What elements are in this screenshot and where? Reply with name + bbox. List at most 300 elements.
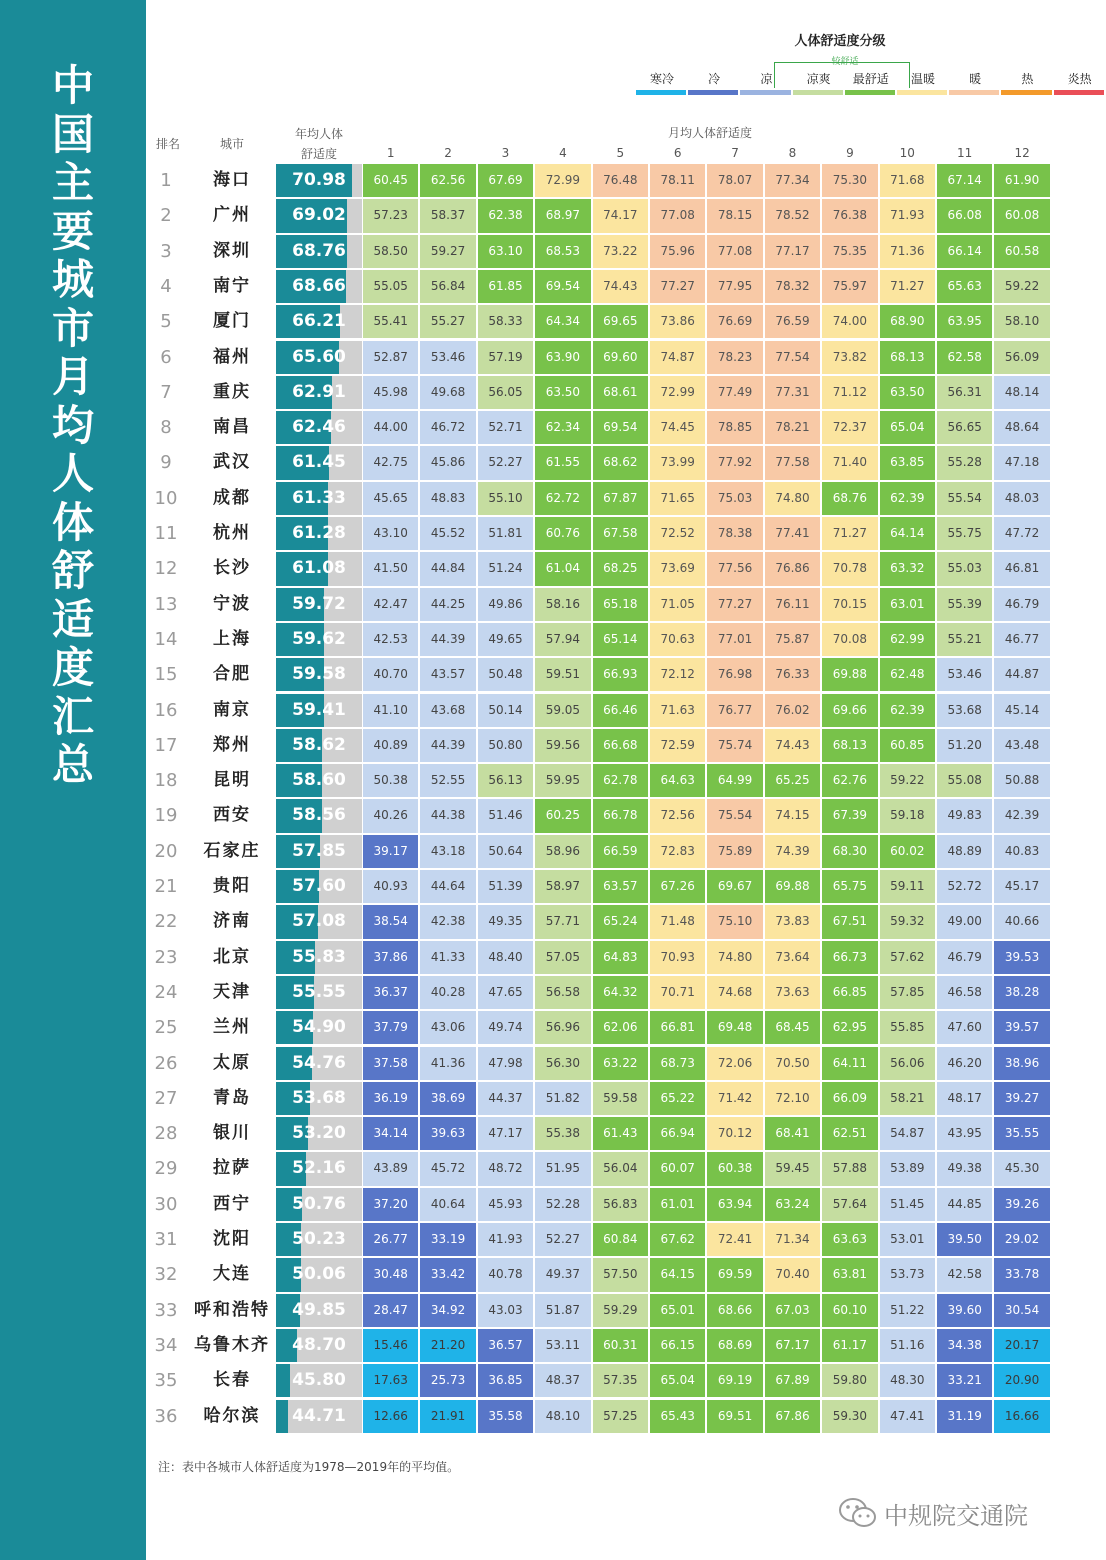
month-cell: 64.32 <box>593 976 648 1009</box>
month-cell: 58.97 <box>535 870 590 903</box>
annual-value: 49.85 <box>292 1299 346 1320</box>
month-header: 4 <box>559 146 567 160</box>
month-cell: 60.25 <box>535 799 590 832</box>
rank-cell: 26 <box>154 1052 178 1074</box>
month-cell: 56.83 <box>593 1188 648 1221</box>
month-cell: 67.51 <box>822 905 877 938</box>
month-cell: 48.40 <box>478 941 533 974</box>
month-cell: 68.73 <box>650 1047 705 1080</box>
month-cell: 38.28 <box>994 976 1049 1009</box>
annual-value: 45.80 <box>292 1370 346 1391</box>
month-cell: 26.77 <box>363 1223 418 1256</box>
month-cell: 66.14 <box>937 235 992 268</box>
month-cell: 64.11 <box>822 1047 877 1080</box>
city-cell: 兰州 <box>213 1017 251 1038</box>
month-cell: 74.80 <box>765 482 820 515</box>
month-cell: 62.58 <box>937 341 992 374</box>
page-title-char: 度 <box>51 643 94 692</box>
month-cell: 77.95 <box>707 270 762 303</box>
month-cell: 42.75 <box>363 446 418 479</box>
month-cell: 67.39 <box>822 799 877 832</box>
rank-cell: 3 <box>160 240 172 262</box>
month-cell: 39.60 <box>937 1294 992 1327</box>
legend-label: 热 <box>1021 72 1034 86</box>
month-cell: 69.88 <box>822 658 877 691</box>
month-cell: 68.69 <box>707 1329 762 1362</box>
month-cell: 37.20 <box>363 1188 418 1221</box>
page-title-char: 舒 <box>51 546 94 595</box>
month-cell: 67.69 <box>478 164 533 197</box>
annual-value: 57.85 <box>292 840 346 861</box>
month-cell: 64.15 <box>650 1258 705 1291</box>
page-title-char: 国 <box>51 109 94 159</box>
city-cell: 青岛 <box>213 1087 251 1108</box>
month-cell: 59.22 <box>880 764 935 797</box>
month-cell: 77.41 <box>765 517 820 550</box>
month-cell: 55.41 <box>363 305 418 338</box>
annual-value: 53.68 <box>292 1087 346 1108</box>
annual-value: 65.60 <box>292 346 346 367</box>
month-cell: 65.04 <box>880 411 935 444</box>
month-cell: 63.81 <box>822 1258 877 1291</box>
month-cell: 66.94 <box>650 1117 705 1150</box>
month-cell: 71.42 <box>707 1082 762 1115</box>
month-cell: 39.17 <box>363 835 418 868</box>
month-cell: 77.01 <box>707 623 762 656</box>
month-cell: 58.37 <box>420 199 475 232</box>
month-cell: 52.87 <box>363 341 418 374</box>
month-cell: 38.96 <box>994 1047 1049 1080</box>
month-cell: 67.26 <box>650 870 705 903</box>
rank-cell: 32 <box>154 1264 178 1286</box>
month-cell: 77.49 <box>707 376 762 409</box>
legend-swatch <box>793 90 843 95</box>
month-cell: 72.56 <box>650 799 705 832</box>
month-cell: 65.04 <box>650 1364 705 1397</box>
month-cell: 65.18 <box>593 588 648 621</box>
month-header: 2 <box>444 146 452 160</box>
month-cell: 42.47 <box>363 588 418 621</box>
rank-cell: 21 <box>154 876 178 897</box>
month-cell: 56.04 <box>593 1152 648 1185</box>
month-cell: 63.85 <box>880 446 935 479</box>
page-title-char: 均 <box>51 400 94 450</box>
month-cell: 62.76 <box>822 764 877 797</box>
month-cell: 60.45 <box>363 164 418 197</box>
month-cell: 44.39 <box>420 623 475 656</box>
month-cell: 59.56 <box>535 729 590 762</box>
rank-cell: 6 <box>160 346 172 368</box>
city-cell: 沈阳 <box>213 1229 251 1249</box>
month-cell: 46.58 <box>937 976 992 1009</box>
month-cell: 66.46 <box>593 694 648 727</box>
month-cell: 68.25 <box>593 552 648 585</box>
month-cell: 57.05 <box>535 941 590 974</box>
annual-value: 69.02 <box>292 205 346 226</box>
month-cell: 16.66 <box>994 1400 1049 1433</box>
month-cell: 69.48 <box>707 1011 762 1044</box>
month-cell: 51.20 <box>937 729 992 762</box>
month-cell: 65.75 <box>822 870 877 903</box>
month-cell: 52.27 <box>478 446 533 479</box>
month-cell: 58.33 <box>478 305 533 338</box>
legend-label: 冷 <box>708 72 721 86</box>
month-cell: 58.50 <box>363 235 418 268</box>
month-cell: 55.03 <box>937 552 992 585</box>
month-cell: 39.27 <box>994 1082 1049 1115</box>
rank-cell: 11 <box>154 523 178 544</box>
month-cell: 68.13 <box>822 729 877 762</box>
month-cell: 61.43 <box>593 1117 648 1150</box>
annual-value: 44.71 <box>292 1405 346 1426</box>
annual-value: 59.72 <box>292 593 346 614</box>
month-cell: 66.81 <box>650 1011 705 1044</box>
month-cell: 50.80 <box>478 729 533 762</box>
month-cell: 46.72 <box>420 411 475 444</box>
month-cell: 51.16 <box>880 1329 935 1362</box>
month-cell: 73.69 <box>650 552 705 585</box>
month-cell: 71.27 <box>880 270 935 303</box>
month-cell: 77.58 <box>765 446 820 479</box>
month-cell: 33.42 <box>420 1258 475 1291</box>
month-cell: 40.93 <box>363 870 418 903</box>
month-cell: 48.10 <box>535 1400 590 1433</box>
month-cell: 74.87 <box>650 341 705 374</box>
city-cell: 武汉 <box>213 452 251 473</box>
month-cell: 67.62 <box>650 1223 705 1256</box>
month-cell: 71.36 <box>880 235 935 268</box>
month-cell: 72.83 <box>650 835 705 868</box>
month-cell: 57.62 <box>880 941 935 974</box>
city-cell: 南昌 <box>213 417 251 438</box>
month-cell: 56.96 <box>535 1011 590 1044</box>
month-cell: 63.01 <box>880 588 935 621</box>
month-cell: 74.39 <box>765 835 820 868</box>
month-cell: 44.37 <box>478 1082 533 1115</box>
month-cell: 55.10 <box>478 482 533 515</box>
month-cell: 43.03 <box>478 1294 533 1327</box>
month-cell: 63.32 <box>880 552 935 585</box>
month-cell: 45.72 <box>420 1152 475 1185</box>
rank-cell: 28 <box>154 1123 178 1145</box>
month-cell: 30.54 <box>994 1294 1049 1327</box>
month-cell: 44.25 <box>420 588 475 621</box>
month-cell: 62.38 <box>478 199 533 232</box>
month-cell: 34.92 <box>420 1294 475 1327</box>
month-header: 3 <box>501 146 510 160</box>
month-cell: 46.79 <box>994 588 1049 621</box>
rank-cell: 20 <box>154 840 178 862</box>
page-title-char: 总 <box>51 740 94 789</box>
page-title-char: 适 <box>51 594 94 644</box>
month-cell: 42.53 <box>363 623 418 656</box>
month-cell: 55.28 <box>937 446 992 479</box>
month-cell: 66.85 <box>822 976 877 1009</box>
header-city: 城市 <box>219 137 244 151</box>
legend-label: 最舒适 <box>852 72 889 86</box>
city-cell: 合肥 <box>213 664 251 685</box>
legend-label: 炎热 <box>1067 72 1092 86</box>
month-cell: 67.14 <box>937 164 992 197</box>
legend-label: 温暖 <box>910 72 935 86</box>
month-cell: 43.06 <box>420 1011 475 1044</box>
month-cell: 59.05 <box>535 694 590 727</box>
month-cell: 49.35 <box>478 905 533 938</box>
month-cell: 68.61 <box>593 376 648 409</box>
month-cell: 72.99 <box>535 164 590 197</box>
month-cell: 78.11 <box>650 164 705 197</box>
rank-cell: 25 <box>154 1017 178 1039</box>
month-cell: 53.11 <box>535 1329 590 1362</box>
month-cell: 55.75 <box>937 517 992 550</box>
month-cell: 44.38 <box>420 799 475 832</box>
month-cell: 48.89 <box>937 835 992 868</box>
month-cell: 64.83 <box>593 941 648 974</box>
month-cell: 69.65 <box>593 305 648 338</box>
annual-value: 50.76 <box>292 1193 346 1214</box>
month-cell: 62.78 <box>593 764 648 797</box>
month-cell: 44.39 <box>420 729 475 762</box>
month-cell: 50.48 <box>478 658 533 691</box>
month-cell: 63.50 <box>880 376 935 409</box>
month-cell: 21.20 <box>420 1329 475 1362</box>
month-cell: 75.87 <box>765 623 820 656</box>
month-cell: 36.85 <box>478 1364 533 1397</box>
month-cell: 75.30 <box>822 164 877 197</box>
month-cell: 34.38 <box>937 1329 992 1362</box>
month-cell: 65.43 <box>650 1400 705 1433</box>
month-cell: 56.84 <box>420 270 475 303</box>
legend-label: 凉 <box>760 72 773 86</box>
rank-cell: 8 <box>160 417 172 439</box>
month-cell: 49.38 <box>937 1152 992 1185</box>
month-cell: 45.93 <box>478 1188 533 1221</box>
month-cell: 44.85 <box>937 1188 992 1221</box>
month-cell: 72.12 <box>650 658 705 691</box>
watermark: 中规院交通院 <box>884 1502 1028 1530</box>
month-cell: 70.71 <box>650 976 705 1009</box>
month-cell: 45.98 <box>363 376 418 409</box>
legend-label: 凉爽 <box>806 72 831 86</box>
month-cell: 73.82 <box>822 341 877 374</box>
rank-cell: 24 <box>154 981 178 1003</box>
month-cell: 40.26 <box>363 799 418 832</box>
month-cell: 45.30 <box>994 1152 1049 1185</box>
month-cell: 62.48 <box>880 658 935 691</box>
month-cell: 59.32 <box>880 905 935 938</box>
month-cell: 63.90 <box>535 341 590 374</box>
month-cell: 77.54 <box>765 341 820 374</box>
rank-cell: 35 <box>154 1370 178 1392</box>
month-cell: 66.93 <box>593 658 648 691</box>
rank-cell: 5 <box>160 311 172 333</box>
annual-value: 54.90 <box>292 1017 346 1038</box>
month-cell: 59.58 <box>593 1082 648 1115</box>
month-cell: 42.58 <box>937 1258 992 1291</box>
month-cell: 61.01 <box>650 1188 705 1221</box>
month-cell: 42.39 <box>994 799 1049 832</box>
city-cell: 昆明 <box>213 770 251 791</box>
month-header: 8 <box>788 146 797 160</box>
month-cell: 56.65 <box>937 411 992 444</box>
month-cell: 67.17 <box>765 1329 820 1362</box>
month-cell: 37.58 <box>363 1047 418 1080</box>
month-cell: 69.51 <box>707 1400 762 1433</box>
month-cell: 40.66 <box>994 905 1049 938</box>
month-header: 6 <box>673 146 682 160</box>
month-cell: 39.63 <box>420 1117 475 1150</box>
month-cell: 43.57 <box>420 658 475 691</box>
page-title-char: 中 <box>51 61 94 110</box>
month-cell: 74.43 <box>593 270 648 303</box>
month-cell: 60.02 <box>880 835 935 868</box>
month-cell: 77.27 <box>650 270 705 303</box>
month-cell: 57.64 <box>822 1188 877 1221</box>
month-cell: 61.17 <box>822 1329 877 1362</box>
month-cell: 30.48 <box>363 1258 418 1291</box>
month-cell: 68.30 <box>822 835 877 868</box>
month-cell: 72.06 <box>707 1047 762 1080</box>
month-cell: 48.72 <box>478 1152 533 1185</box>
month-cell: 48.37 <box>535 1364 590 1397</box>
city-cell: 呼和浩特 <box>194 1299 270 1320</box>
city-cell: 西安 <box>213 805 251 826</box>
city-cell: 广州 <box>213 205 251 226</box>
month-cell: 66.59 <box>593 835 648 868</box>
month-cell: 62.72 <box>535 482 590 515</box>
month-cell: 44.84 <box>420 552 475 585</box>
month-cell: 35.58 <box>478 1400 533 1433</box>
month-cell: 47.98 <box>478 1047 533 1080</box>
rank-cell: 12 <box>154 558 178 580</box>
month-cell: 68.97 <box>535 199 590 232</box>
month-cell: 60.76 <box>535 517 590 550</box>
month-cell: 69.54 <box>593 411 648 444</box>
month-cell: 25.73 <box>420 1364 475 1397</box>
month-cell: 20.90 <box>994 1364 1049 1397</box>
month-cell: 55.85 <box>880 1011 935 1044</box>
month-cell: 63.22 <box>593 1047 648 1080</box>
month-cell: 45.14 <box>994 694 1049 727</box>
month-cell: 77.92 <box>707 446 762 479</box>
legend-swatch <box>688 90 738 95</box>
month-cell: 74.15 <box>765 799 820 832</box>
month-cell: 77.27 <box>707 588 762 621</box>
rank-cell: 31 <box>154 1229 178 1250</box>
month-cell: 40.78 <box>478 1258 533 1291</box>
annual-value: 48.70 <box>292 1334 346 1355</box>
city-cell: 北京 <box>213 946 251 967</box>
month-cell: 56.06 <box>880 1047 935 1080</box>
month-cell: 68.53 <box>535 235 590 268</box>
month-cell: 59.45 <box>765 1152 820 1185</box>
month-cell: 40.83 <box>994 835 1049 868</box>
city-cell: 宁波 <box>213 593 251 614</box>
month-cell: 71.12 <box>822 376 877 409</box>
month-cell: 75.54 <box>707 799 762 832</box>
city-cell: 天津 <box>213 981 251 1002</box>
month-cell: 49.00 <box>937 905 992 938</box>
month-cell: 48.03 <box>994 482 1049 515</box>
month-cell: 60.85 <box>880 729 935 762</box>
wechat-icon <box>838 1496 878 1530</box>
month-cell: 47.17 <box>478 1117 533 1150</box>
month-cell: 63.63 <box>822 1223 877 1256</box>
month-cell: 76.33 <box>765 658 820 691</box>
month-cell: 66.68 <box>593 729 648 762</box>
month-cell: 72.59 <box>650 729 705 762</box>
month-cell: 62.06 <box>593 1011 648 1044</box>
sidebar-band <box>0 0 146 1560</box>
month-cell: 36.57 <box>478 1329 533 1362</box>
month-cell: 44.00 <box>363 411 418 444</box>
page-title-char: 汇 <box>51 691 94 741</box>
month-cell: 49.37 <box>535 1258 590 1291</box>
month-cell: 74.43 <box>765 729 820 762</box>
city-cell: 上海 <box>213 628 251 649</box>
month-cell: 68.62 <box>593 446 648 479</box>
month-cell: 74.68 <box>707 976 762 1009</box>
month-cell: 55.54 <box>937 482 992 515</box>
header-rank: 排名 <box>155 137 180 151</box>
month-cell: 71.05 <box>650 588 705 621</box>
page-title-char: 主 <box>51 158 94 207</box>
month-cell: 71.34 <box>765 1223 820 1256</box>
month-header: 9 <box>846 146 854 160</box>
month-cell: 39.57 <box>994 1011 1049 1044</box>
month-cell: 64.99 <box>707 764 762 797</box>
rank-cell: 1 <box>160 170 172 191</box>
rank-cell: 2 <box>160 205 172 227</box>
city-cell: 重庆 <box>213 381 251 402</box>
month-cell: 76.38 <box>822 199 877 232</box>
month-cell: 47.18 <box>994 446 1049 479</box>
month-cell: 63.94 <box>707 1188 762 1221</box>
month-cell: 33.19 <box>420 1223 475 1256</box>
month-cell: 53.73 <box>880 1258 935 1291</box>
month-cell: 71.63 <box>650 694 705 727</box>
month-cell: 69.59 <box>707 1258 762 1291</box>
month-cell: 72.10 <box>765 1082 820 1115</box>
month-cell: 53.68 <box>937 694 992 727</box>
city-cell: 厦门 <box>213 311 251 332</box>
month-cell: 39.50 <box>937 1223 992 1256</box>
month-cell: 55.08 <box>937 764 992 797</box>
page-title-char: 要 <box>51 206 94 256</box>
legend-label: 寒冷 <box>649 72 674 86</box>
month-cell: 48.17 <box>937 1082 992 1115</box>
month-cell: 65.22 <box>650 1082 705 1115</box>
page-title-char: 城 <box>51 255 94 304</box>
month-cell: 70.15 <box>822 588 877 621</box>
city-cell: 海口 <box>213 170 251 190</box>
month-cell: 33.78 <box>994 1258 1049 1291</box>
month-cell: 68.45 <box>765 1011 820 1044</box>
rank-cell: 18 <box>154 770 178 792</box>
city-cell: 西宁 <box>213 1193 251 1214</box>
month-cell: 70.40 <box>765 1258 820 1291</box>
month-cell: 74.80 <box>707 941 762 974</box>
month-cell: 71.93 <box>880 199 935 232</box>
annual-value: 50.06 <box>292 1264 346 1285</box>
month-cell: 48.83 <box>420 482 475 515</box>
month-cell: 48.64 <box>994 411 1049 444</box>
month-cell: 51.95 <box>535 1152 590 1185</box>
month-cell: 58.21 <box>880 1082 935 1115</box>
month-cell: 67.87 <box>593 482 648 515</box>
month-cell: 40.70 <box>363 658 418 691</box>
month-cell: 50.14 <box>478 694 533 727</box>
